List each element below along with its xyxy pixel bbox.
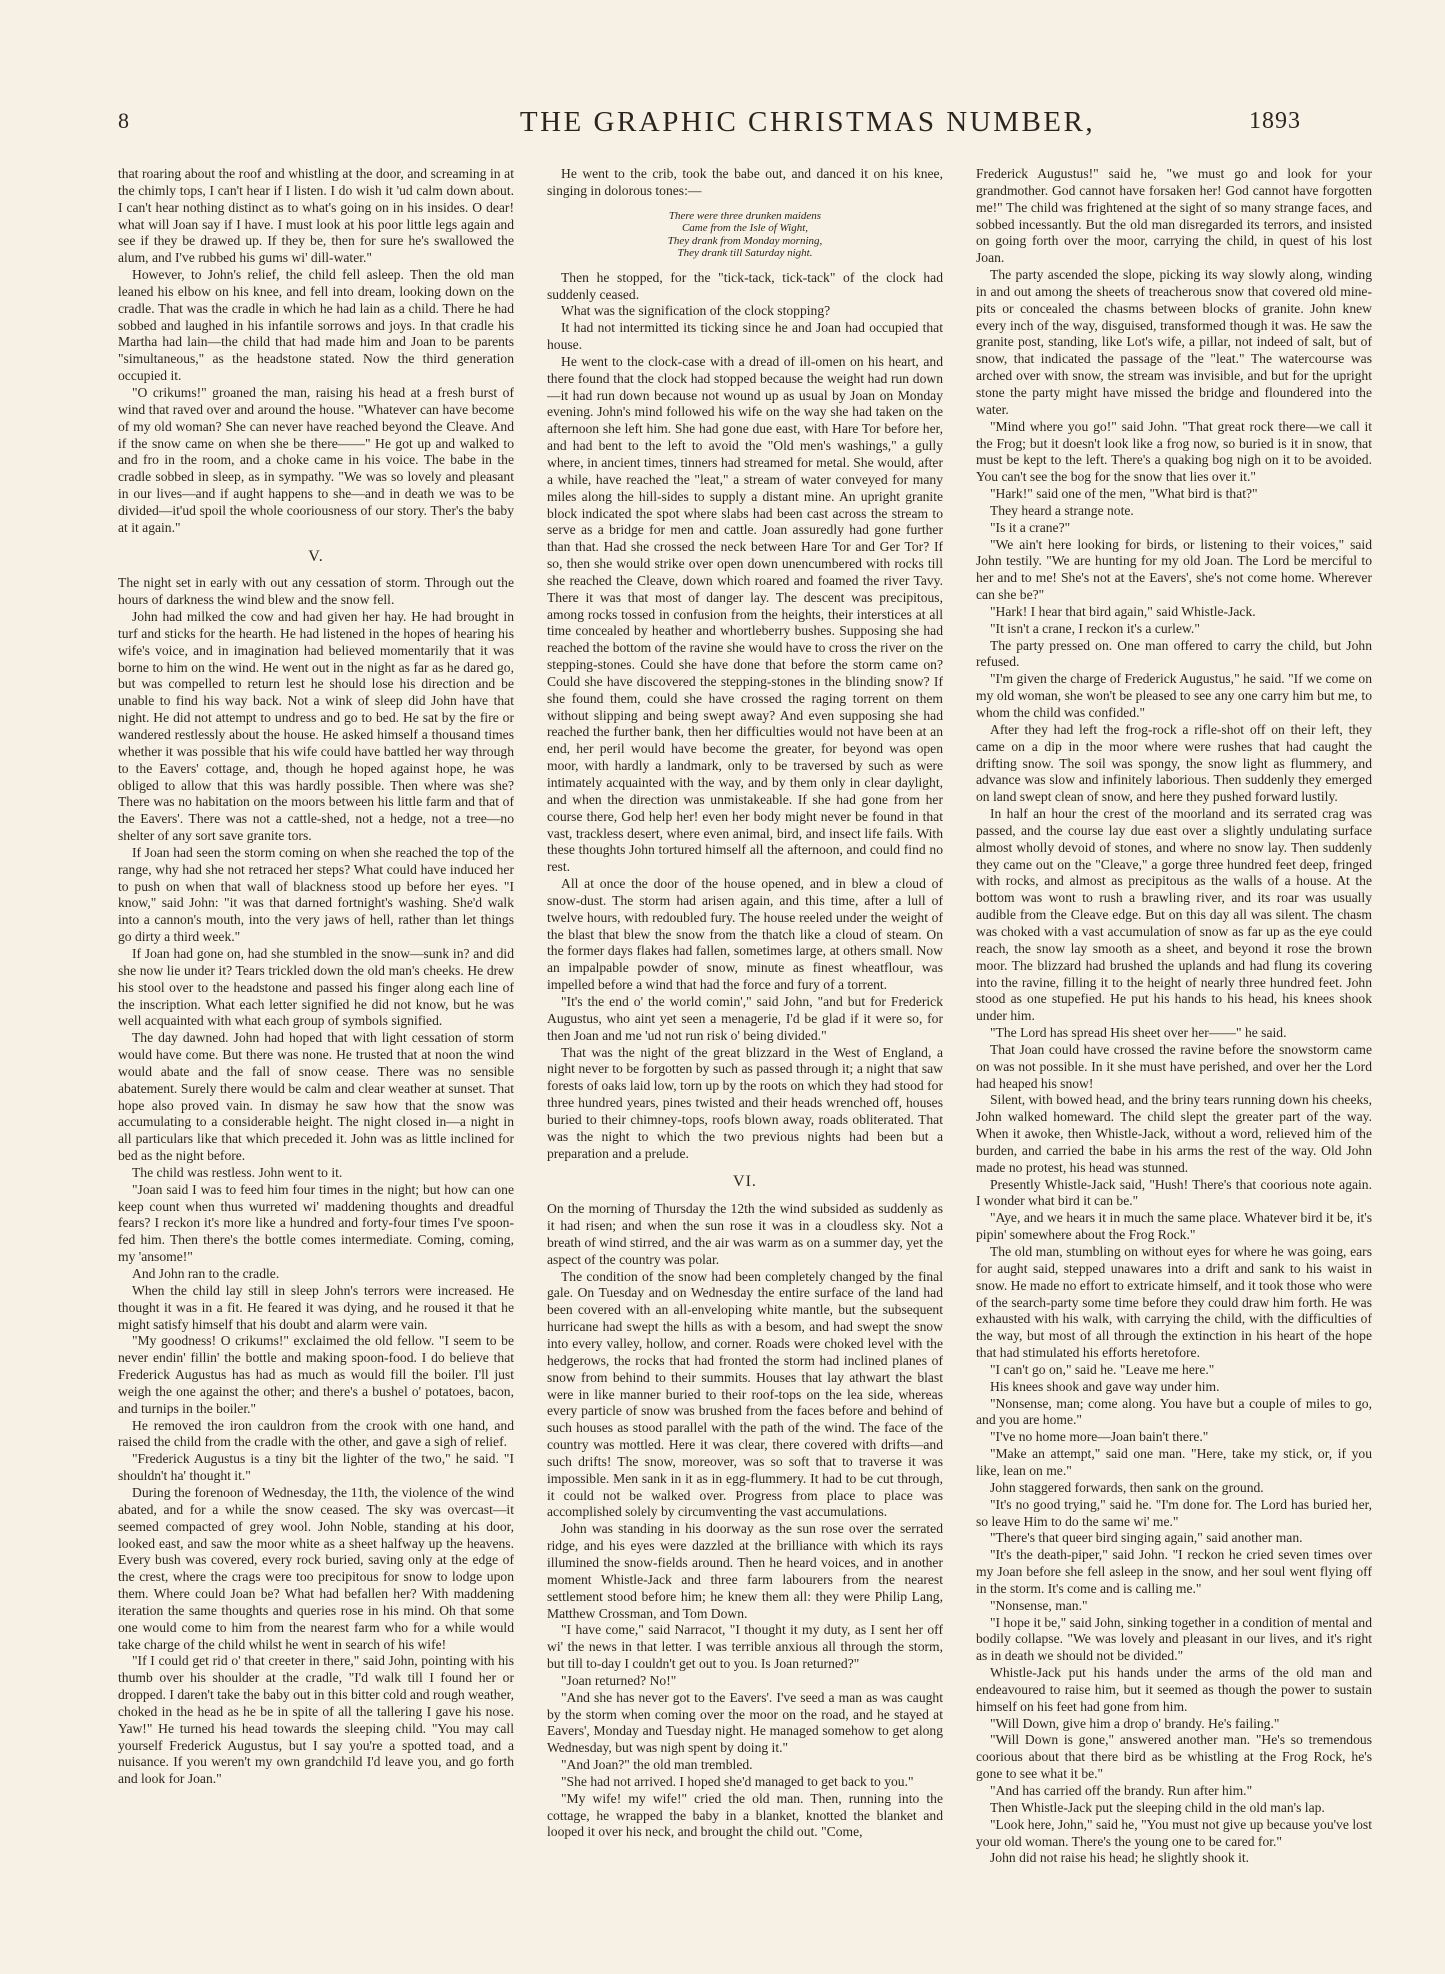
paragraph: John had milked the cow and had given her hay. He had brought in turf and sticks for the hearth. He had listened in the hopes of hearing his wife's voice, and in imagination had believed momentarily that it was borne to him on the wind. He went out in the night as far as he dared go, but was compelled to return lest he should lose his direction and be unable to find his way back. Not a wink of sleep did John have that night. He did not attempt to undress and go to bed. He sat by the fire or wandered restlessly about the house. He asked himself a thousand times whether it was possible that his wife could have battled her way through to the Eavers' cottage, and, though he hoped against hope, he was obliged to allow that this was hardly possible. Then where was she? There was no habitation on the moors between his little farm and that of the Eavers'. There was not a cattle-shed, not a hedge, not a tree—no shelter of any sort save granite tors. [118,609,514,844]
paragraph: The day dawned. John had hoped that with light cessation of storm would have come. But there was none. He trusted that at noon the wind would abate and the fall of snow cease. There was no sensible abatement. Surely there would be calm and clear weather at sunset. That hope also proved vain. In dismay he saw how that the snow was accumulating to a considerable height. The night closed in—a night in all particulars like that which preceded it. John was as little inclined for bed as the night before. [118,1030,514,1164]
paragraph: John was standing in his doorway as the sun rose over the serrated ridge, and his eyes were dazzled at the brilliance with which its rays illumined the snow-fields around. Then he heard voices, and in another moment Whistle-Jack and three farm labourers from the nearest settlement stood before him; he knew them all: they were Philip Lang, Matthew Crossman, and Tom Down. [547,1521,943,1621]
paragraph: "Hark! I hear that bird again," said Whistle-Jack. [990,603,1256,619]
paragraph: "She had not arrived. I hoped she'd managed to get back to you." [561,1773,914,1789]
paragraph: That was the night of the great blizzard in the West of England, a night never to be forgotten by such as passed through it; a night that saw forests of oaks laid low, torn up by the roots on which they had stood for three hundred years, pines twisted and their heads wrenched off, houses buried to their chimney-tops, roofs blown away, roads obliterated. That was the night to which the two previous nights had been but a preparation and a prelude. [547,1044,943,1161]
paragraph: It had not intermitted its ticking since he and Joan had occupied that house. [547,320,943,353]
article-columns [118,166,1372,1886]
paragraph: The old man, stumbling on without eyes for where he was going, ears for aught said, stepped unawares into a drift and sank to his waist in snow. He made no effort to extricate himself, and it took those who were of the search-party some time before they could draw him forth. He was exhausted with his walk, with carrying the child, with the difficulties of the way, but most of all through the extinction in his heart of the hope that had stimulated his efforts heretofore. [976,1244,1372,1361]
paragraph: He went to the clock-case with a dread of ill-omen on his heart, and there found that the clock had stopped because the weight had run down—it had run down because not wound up as usual by Joan on Monday evening. John's mind followed his wife on the way she had taken on the afternoon she left him. She had gone due east, with Hare Tor before her, and had bent to the left to avoid the "Old men's washings," a gully where, in ancient times, tinners had streamed for metal. She would, after a while, have reached the "leat," a stream of water conveyed for many miles along the hill-sides to supply a distant mine. An upright granite block indicated the spot where slabs had been cast across the stream to serve as a bridge for men and cattle. Joan assuredly had gone further than that. Had she crossed the neck between Hare Tor and Ger Tor? If so, then she would strike over open down unencumbered with rocks till she reached the Cleave, down which roared and foamed the river Tavy. There it was that most of danger lay. The descent was precipitous, among rocks tossed in confusion from the heights, their interstices at all time concealed by heather and whortleberry bushes. Supposing she had reached the bottom of the ravine she would have to cross the river on the stepping-stones. Could she have done that before the storm came on? Could she have discovered the stepping-stones in the blinding snow? If she found them, could she have crossed the raging torrent on them without slipping and being swept away? And even supposing she had reached the further bank, then her difficulties would not have been at an end, her peril would have become the greater, for beyond was open moor, with hardly a landmark, only to be traversed by such as were intimately acquainted with the way, and by them only in clear daylight, and when the direction was unmistakeable. If she had gone from her course there, God help her! even her body might never be found in that vast, trackless desert, where even animal, bird, and insect life fails. With these thoughts John tortured himself all the afternoon, and could find no rest. [547,353,943,875]
paragraph: "Will Down is gone," answered another man. "He's so tremendous coorious about that there bird as be whistling at the Frog Rock, he's gone to see what it be." [976,1732,1372,1782]
paragraph: The condition of the snow had been completely changed by the final gale. On Tuesday and on Wednesday the entire surface of the land had been covered with an all-enveloping white mantle, but the subsequent hurricane had swept the hills as with a besom, and had swept the snow into every valley, hollow, and corner. Roads were choked level with the hedgerows, the rocks that had fronted the storm had inclined planes of snow from behind to their summits. Houses that lay athwart the blast were in like manner buried to their roof-tops on the lea side, whereas every particle of snow was brushed from the faces before and behind of such houses as stood parallel with the path of the wind. The face of the country was mottled. Here it was clear, there covered with drifts—and such drifts! The snow, moreover, was so soft that to traverse it was impossible. Men sank in it as in egg-flummery. It had to be cut through, it could not be walked over. Progress from place to place was accomplished solely by circumventing the vast accumulations. [547,1268,943,1520]
paragraph: "I can't go on," said he. "Leave me here." [990,1361,1215,1377]
masthead-year: 1893 [1249,108,1301,134]
verse-line: They drank till Saturday night. [677,247,813,260]
paragraph: "I'm given the charge of Frederick Augustus," he said. "If we come on my old woman, she won't be pleased to see any one carry him but me, to whom the child was confided." [976,671,1372,720]
paragraph: If Joan had gone on, had she stumbled in the snow—sunk in? and did she now lie under it? Tears trickled down the old man's cheeks. He drew his stool over to the headstone and passed his finger along each line of the inscription. What each letter signified he did not know, but he was well acquainted with what each group of symbols signified. [118,945,514,1029]
paragraph: "I have come," said Narracot, "I thought it my duty, as I sent her off wi' the news in that letter. I was terrible anxious all through the storm, but till to-day I couldn't get out to you. Is Joan returned?" [547,1622,943,1672]
paragraph: "And has carried off the brandy. Run after him." [990,1783,1253,1798]
paragraph: "Nonsense, man." [990,1597,1088,1613]
paragraph: And John ran to the cradle. [132,1266,280,1281]
paragraph: Then he stopped, for the "tick-tack, tick-tack" of the clock had suddenly ceased. [547,269,943,302]
page-number: 8 [118,108,130,133]
paragraph: The party ascended the slope, picking its way slowly along, winding in and out among the sheets of treacherous snow that covered old mine-pits or concealed the chasms between blocks of granite. John knew every inch of the way, disguised, transformed though it was. He saw the granite post, standing, like Lot's wife, a pillar, not indeed of salt, but of snow, that indicated the passage of the "leat." The watercourse was arched over with snow, the stream was invisible, and but for the upright stone the party might have missed the bridge and floundered into the water. [976,267,1372,417]
paragraph: "The Lord has spread His sheet over her——" he said. [990,1025,1287,1041]
paragraph: "I hope it be," said John, sinking together in a condition of mental and bodily collapse. "We was lovely and pleasant in our lives, and it's right as in death we should not be divided." [976,1614,1372,1664]
paragraph: His knees shook and gave way under him. [990,1378,1220,1394]
paragraph: "It isn't a crane, I reckon it's a curlew." [990,620,1200,636]
verse-line: They drank from Monday morning, [667,234,823,247]
paragraph: "My wife! my wife!" cried the old man. Then, running into the cottage, he wrapped the baby in a blanket, knotted the blanket and looped it over his neck, and brought the child out. "Come, [547,1790,943,1840]
masthead [300,106,1315,139]
paragraph: "Will Down, give him a drop o' brandy. He's failing." [990,1715,1280,1731]
masthead-title: THE GRAPHIC CHRISTMAS NUMBER, [519,106,1096,138]
chapter-heading: VI. [733,1173,757,1191]
paragraph: That Joan could have crossed the ravine before the snowstorm came on was not possible. In it she must have perished, and over her the Lord had heaped his snow! [976,1041,1372,1091]
paragraph: Whistle-Jack put his hands under the arms of the old man and endeavoured to raise him, but it seemed as though the power to sustain himself on his feet had gone from him. [976,1665,1372,1714]
paragraph: All at once the door of the house opened, and in blew a cloud of snow-dust. The storm had arisen again, and this time, after a lull of twelve hours, with redoubled fury. The house reeled under the weight of the blast that blew the snow from the thatch like a cloud of steam. On the former days flakes had fallen, sometimes large, at others small. Now an impalpable powder of snow, minute as finest wheatflour, was impelled before a wind that had the force and fury of a torrent. [547,876,943,993]
paragraph: "Look here, John," said he, "You must not give up because you've lost your old woman. There's the young one to be cared for." [976,1816,1372,1849]
verse-line: There were three drunken maidens [668,209,822,222]
paragraph: He removed the iron cauldron from the crook with one hand, and raised the child from the cradle with the other, and gave a sigh of relief. [118,1417,514,1450]
paragraph: Silent, with bowed head, and the briny tears running down his cheeks, John walked homeward. The child slept the greater part of the way. When it awoke, then Whistle-Jack, without a word, relieved him of the burden, and carried the babe in his arms the rest of the way. Old John made no protest, his head was stunned. [976,1092,1372,1175]
column-2 [547,166,943,1886]
paragraph: "It's the death-piper," said John. "I reckon he cried seven times over my Joan before she fell asleep in the snow, and her soul went flying off in the storm. It's come and is calling me." [976,1547,1372,1596]
paragraph: The child was restless. John went to it. [132,1164,343,1180]
paragraph: "I've no home more—Joan bain't there." [990,1429,1209,1445]
paragraph: "It's no good trying," said he. "I'm done for. The Lord has buried her, so leave Him to do the same wi' me." [976,1496,1372,1529]
paragraph: "Joan returned? No!" [561,1672,677,1688]
paragraph: "Joan said I was to feed him four times in the night; but how can one keep count when thus wurreted wi' maddening thoughts and dreadful fears? I reckon it's more like a hundred and forty-four times I've spoon-fed him. Then there's the bottle comes intermediate. Coming, coming, my 'ansome!" [118,1181,514,1265]
chapter-heading: V. [308,547,324,565]
paragraph: After they had left the frog-rock a rifle-shot off on their left, they came on a dip in the moor where were rushes that had caught the drifting snow. The soil was spongy, the snow light as flummery, and advance was slow and infinitely laborious. Then suddenly they emerged on land swept clean of snow, and here they pushed forward lustily. [976,721,1372,805]
paragraph: John did not raise his head; he slightly shook it. [990,1850,1250,1866]
column-3 [976,166,1372,1886]
paragraph: During the forenoon of Wednesday, the 11th, the violence of the wind abated, and for a while the snow ceased. The sky was overcast—it seemed compacted of grey wool. John Noble, standing at his door, looked east, and saw the moor white as a sheet halfway up the heavens. Every bush was covered, every rock buried, saving only at the edge of the crest, where the crags were too precipitous for snow to lodge upon them. Where could Joan be? What had befallen her? With maddening iteration the same thoughts and queries rose in his mind. Oh that some one would come to him from the nearest farm who for a while would take charge of the child whilst he went in search of his wife! [118,1484,514,1652]
paragraph: John staggered forwards, then sank on the ground. [990,1479,1264,1495]
paragraph: "If I could get rid o' that creeter in there," said John, pointing with his thumb over his shoulder at the cradle, "I'd walk till I found her or dropped. I daren't take the baby out in this bitter cold and rough weather, choked in the head as he be in spite of all the tallering I gave his nose. Yaw!" He turned his head towards the sleeping child. "You may call yourself Frederick Augustus, but I say you're a spotted toad, and a nuisance. If you weren't my own grandchild I'd leave you, and go forth and look for Joan." [118,1653,514,1787]
paragraph: "Frederick Augustus is a tiny bit the lighter of the two," he said. "I shouldn't ha' thought it." [118,1451,514,1484]
paragraph: "And she has never got to the Eavers'. I've seed a man as was caught by the storm when coming over the moor on the road, and he stayed at Eavers', Monday and Tuesday night. He managed somehow to get along Wednesday, but was nigh spent by doing it." [547,1689,943,1756]
song-verse [547,210,943,260]
paragraph: In half an hour the crest of the moorland and its serrated crag was passed, and the course lay due east over a slightly undulating surface almost wholly devoid of stones, and where no snow lay. Then suddenly they came out on the "Cleave," a gorge three hundred feet deep, fringed with rocks, and almost as precipitous as the walls of a house. At the bottom was wont to rush a brawling river, and its roar was usually audible from the Cleave edge. But on this day all was silent. The chasm was choked with a vast accumulation of snow as far up as the eye could reach, the snow lay smooth as a sheet, and beyond it rose the brown moor. The blizzard had brushed the uplands and had flung its covering into the ravine, filling it to the height of nearly three hundred feet. John stood as one stupefied. He put his hands to his head, his knees shook under him. [976,806,1372,1024]
paragraph: Frederick Augustus!" said he, "we must go and look for your grandmother. God cannot have forsaken her! God cannot have forgotten me!" The child was frightened at the sight of so many strange faces, and sobbed incessantly. But the old man disregarded its terrors, and insisted on going forth over the moor, carrying the child, in quest of his lost Joan. [976,166,1372,266]
paragraph: "My goodness! O crikums!" exclaimed the old fellow. "I seem to be never endin' fillin' the bottle and making spoon-food. I do believe that Frederick Augustus has had as much as would fill the boiler. I'll just weigh the one against the other; and there's a bushel o' potatoes, bacon, and turnips in the boiler." [118,1333,514,1416]
verse-line: Came from the Isle of Wight, [681,222,809,235]
paragraph: Presently Whistle-Jack said, "Hush! There's that coorious note again. I wonder what bird it can be." [976,1176,1372,1209]
paragraph: "Is it a crane?" [990,519,1071,535]
paragraph: If Joan had seen the storm coming on when she reached the top of the range, why had she not retraced her steps? What could have induced her to push on when that wall of blackness stood up before her eyes. "I know," said John: "it was that darned fortnight's washing. She'd walk into a cannon's mouth, into the very jaws of hell, rather than let things go dirty a third week." [118,844,514,945]
paragraph: The night set in early with out any cessation of storm. Through out the hours of darkness the wind blew and the snow fell. [118,575,514,608]
paragraph: "It's the end o' the world comin'," said John, "and but for Frederick Augustus, who aint yet seen a menagerie, I'd be glad if it were so, for then Joan and me 'ud not run risk o' being divided." [547,993,943,1043]
paragraph: When the child lay still in sleep John's terrors were increased. He thought it was in a fit. He feared it was dying, and he roused it that he might satisfy himself that his doubt and alarm were vain. [118,1282,514,1332]
paragraph: However, to John's relief, the child fell asleep. Then the old man leaned his elbow on his knee, and fell into dream, looking down on the cradle. That was the cradle in which he had lain as a child. There he had sobbed and laughed in his infantile sorrows and joys. In that cradle his Martha had lain—the child that had made him and Joan to be parents "simultaneous," as the headstone stated. Now the third generation occupied it. [118,267,514,384]
paragraph: Then Whistle-Jack put the sleeping child in the old man's lap. [990,1799,1325,1815]
paragraph: What was the signification of the clock stopping? [561,303,831,319]
paragraph: On the morning of Thursday the 12th the wind subsided as suddenly as it had risen; and when the sun rose it was in a cloudless sky. Not a breath of wind stirred, and the air was warm as on a summer day, yet the aspect of the country was polar. [547,1201,943,1267]
paragraph: "There's that queer bird singing again," said another man. [990,1530,1303,1546]
paragraph: The party pressed on. One man offered to carry the child, but John refused. [976,637,1372,670]
paragraph: that roaring about the roof and whistling at the door, and screaming in at the chimly tops, I can't hear if I listen. I do wish it 'ud calm down about. I can't hear nothing distinct as to what's going on in his insides. O dear! what will Joan say if I have. I must look at his poor little legs again and see if they be drawed up. If they be, then for sure he's swallowed the alum, and I've rubbed his gums wi' dill-water." [118,166,514,266]
paragraph: "O crikums!" groaned the man, raising his head at a fresh burst of wind that raved over and around the house. "Whatever can have become of my old woman? She can never have reached beyond the Cleave. And if the snow came on when she be there——" He got up and walked to and fro in the room, and a choke came in his voice. The babe in the cradle sobbed in sleep, as in sympathy. "We was so lovely and pleasant in our lives—and if aught happens to she—and in death we was to be divided—it'ud spoil the whole cooriousness of our story. Ther's the baby at it again." [118,384,514,535]
paragraph: "And Joan?" the old man trembled. [561,1757,753,1773]
paragraph: "Aye, and we hears it in much the same place. Whatever bird it be, it's pipin' somewhere about the Frog Rock." [976,1210,1372,1243]
paragraph: "We ain't here looking for birds, or listening to their voices," said John testily. "We are hunting for my old Joan. The Lord be merciful to her and to me! She's not at the Eavers', she's not come home. Wherever can she be?" [976,536,1372,603]
paragraph: "Make an attempt," said one man. "Here, take my stick, or, if you like, lean on me." [976,1446,1372,1478]
paragraph: He went to the crib, took the babe out, and danced it on his knee, singing in dolorous tones:— [547,166,943,198]
paragraph: "Mind where you go!" said John. "That great rock there—we call it the Frog; but it doesn't look like a frog now, so buried is it in snow, that must be kept to the left. There's a quaking bog nigh on it to be avoided. You can't see the bog for the snow that lies over it." [976,418,1372,485]
paragraph: They heard a strange note. [990,502,1134,518]
paragraph: "Nonsense, man; come along. You have but a couple of miles to go, and you are home." [976,1395,1372,1428]
column-1 [118,166,514,1886]
paragraph: "Hark!" said one of the men, "What bird is that?" [990,486,1258,502]
